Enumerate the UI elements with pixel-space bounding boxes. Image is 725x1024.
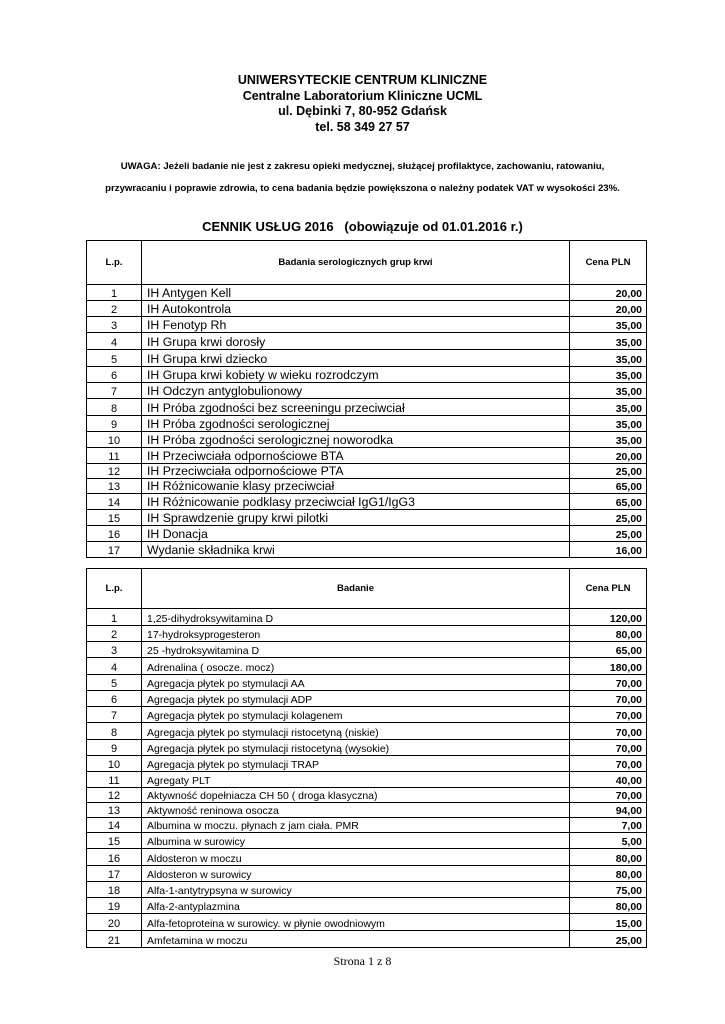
table-row bbox=[87, 849, 647, 866]
row-number: 7 bbox=[87, 383, 142, 399]
table-row bbox=[87, 367, 647, 383]
test-price: 70,00 bbox=[570, 740, 647, 756]
test-name: Aktywność reninowa osocza bbox=[142, 803, 570, 818]
table-row bbox=[87, 626, 647, 642]
test-price: 35,00 bbox=[570, 416, 647, 432]
test-price: 80,00 bbox=[570, 626, 647, 642]
test-name: Aktywność dopełniacza CH 50 ( droga klasyczna) bbox=[142, 788, 570, 803]
laboratory-name: Centralne Laboratorium Kliniczne UCML bbox=[242, 88, 483, 103]
test-price: 40,00 bbox=[570, 772, 647, 788]
table-row bbox=[87, 898, 647, 914]
test-price: 65,00 bbox=[570, 642, 647, 658]
row-number: 17 bbox=[87, 542, 142, 558]
row-number: 11 bbox=[87, 772, 142, 788]
table-row bbox=[87, 642, 647, 658]
row-number: 19 bbox=[87, 898, 142, 914]
table-row bbox=[87, 818, 647, 833]
test-price: 5,00 bbox=[570, 833, 647, 849]
table-row bbox=[87, 383, 647, 399]
test-name: Alfa-fetoproteina w surowicy. w płynie owodniowym bbox=[142, 914, 570, 931]
document-header bbox=[0, 73, 725, 135]
test-price: 80,00 bbox=[570, 866, 647, 882]
test-name: Albumina w moczu. płynach z jam ciała. PMR bbox=[142, 818, 570, 833]
row-number: 4 bbox=[87, 333, 142, 350]
test-price: 35,00 bbox=[570, 383, 647, 399]
row-number: 3 bbox=[87, 642, 142, 658]
test-price: 35,00 bbox=[570, 432, 647, 448]
page-number: Strona 1 z 8 bbox=[333, 954, 392, 968]
row-number: 16 bbox=[87, 849, 142, 866]
row-number: 2 bbox=[87, 626, 142, 642]
test-name: Wydanie składnika krwi bbox=[142, 542, 570, 558]
test-name: 17-hydroksyprogesteron bbox=[142, 626, 570, 642]
vat-notice bbox=[20, 156, 705, 200]
table-row bbox=[87, 432, 647, 448]
price-list-title: CENNIK USŁUG 2016 (obowiązuje od 01.01.2016 r.) bbox=[202, 219, 523, 234]
test-name: IH Antygen Kell bbox=[142, 285, 570, 301]
test-name: Amfetamina w moczu bbox=[142, 931, 570, 948]
test-name: Aldosteron w moczu bbox=[142, 849, 570, 866]
row-number: 12 bbox=[87, 788, 142, 803]
row-number: 8 bbox=[87, 723, 142, 740]
table-header-row bbox=[87, 569, 647, 609]
row-number: 5 bbox=[87, 675, 142, 691]
test-price: 35,00 bbox=[570, 399, 647, 416]
row-number: 18 bbox=[87, 882, 142, 898]
serology-price-table bbox=[86, 240, 647, 558]
test-name: IH Próba zgodności serologicznej bbox=[142, 416, 570, 432]
table-row bbox=[87, 658, 647, 675]
table-row bbox=[87, 526, 647, 542]
table-row bbox=[87, 301, 647, 317]
table-row bbox=[87, 914, 647, 931]
row-number: 5 bbox=[87, 350, 142, 367]
column-header-name: Badanie bbox=[142, 569, 570, 609]
test-price: 35,00 bbox=[570, 350, 647, 367]
test-name: IH Przeciwciała odpornościowe PTA bbox=[142, 464, 570, 479]
test-price: 16,00 bbox=[570, 542, 647, 558]
table-row bbox=[87, 723, 647, 740]
test-name: Alfa-1-antytrypsyna w surowicy bbox=[142, 882, 570, 898]
test-name: Aldosteron w surowicy bbox=[142, 866, 570, 882]
table-row bbox=[87, 882, 647, 898]
table-row bbox=[87, 494, 647, 510]
row-number: 6 bbox=[87, 691, 142, 707]
row-number: 1 bbox=[87, 609, 142, 626]
test-price: 7,00 bbox=[570, 818, 647, 833]
address: ul. Dębinki 7, 80-952 Gdańsk bbox=[278, 104, 447, 118]
row-number: 16 bbox=[87, 526, 142, 542]
row-number: 4 bbox=[87, 658, 142, 675]
test-name: IH Próba zgodności serologicznej noworodka bbox=[142, 432, 570, 448]
row-number: 17 bbox=[87, 866, 142, 882]
table-row bbox=[87, 772, 647, 788]
test-name: Agregacja płytek po stymulacji ristocetyną (niskie) bbox=[142, 723, 570, 740]
test-name: IH Próba zgodności bez screeningu przeciwciał bbox=[142, 399, 570, 416]
notice-line-1: UWAGA: Jeżeli badanie nie jest z zakresu opieki medycznej, służącej profilaktyce, zachowaniu, ratowaniu, bbox=[120, 161, 605, 172]
table-row bbox=[87, 833, 647, 849]
test-price: 25,00 bbox=[570, 931, 647, 948]
test-name: IH Grupa krwi kobiety w wieku rozrodczym bbox=[142, 367, 570, 383]
row-number: 8 bbox=[87, 399, 142, 416]
row-number: 7 bbox=[87, 707, 142, 723]
test-name: IH Różnicowanie podklasy przeciwciał IgG1/IgG3 bbox=[142, 494, 570, 510]
test-price: 70,00 bbox=[570, 788, 647, 803]
row-number: 9 bbox=[87, 740, 142, 756]
test-price: 70,00 bbox=[570, 691, 647, 707]
test-name: IH Grupa krwi dziecko bbox=[142, 350, 570, 367]
table-row bbox=[87, 399, 647, 416]
table-row bbox=[87, 542, 647, 558]
table-row bbox=[87, 803, 647, 818]
table-row bbox=[87, 707, 647, 723]
table-row bbox=[87, 740, 647, 756]
column-header-name: Badania serologicznych grup krwi bbox=[142, 241, 570, 285]
row-number: 15 bbox=[87, 833, 142, 849]
test-price: 70,00 bbox=[570, 756, 647, 772]
row-number: 15 bbox=[87, 510, 142, 526]
table-row bbox=[87, 416, 647, 432]
test-price: 25,00 bbox=[570, 510, 647, 526]
table-row bbox=[87, 756, 647, 772]
table-row bbox=[87, 510, 647, 526]
row-number: 1 bbox=[87, 285, 142, 301]
test-price: 20,00 bbox=[570, 301, 647, 317]
column-header-price: Cena PLN bbox=[570, 569, 647, 609]
row-number: 11 bbox=[87, 448, 142, 464]
row-number: 10 bbox=[87, 756, 142, 772]
row-number: 13 bbox=[87, 803, 142, 818]
table-row bbox=[87, 788, 647, 803]
row-number: 2 bbox=[87, 301, 142, 317]
table-row bbox=[87, 350, 647, 367]
test-name: IH Autokontrola bbox=[142, 301, 570, 317]
test-price: 35,00 bbox=[570, 367, 647, 383]
column-header-price: Cena PLN bbox=[570, 241, 647, 285]
test-name: IH Różnicowanie klasy przeciwciał bbox=[142, 479, 570, 494]
column-header-lp: L.p. bbox=[87, 569, 142, 609]
test-price: 80,00 bbox=[570, 849, 647, 866]
test-price: 20,00 bbox=[570, 285, 647, 301]
test-price: 70,00 bbox=[570, 707, 647, 723]
table-row bbox=[87, 931, 647, 948]
notice-line-2: przywracaniu i poprawie zdrowia, to cena badania będzie powiększona o należny podatek VAT w wysokości 23%. bbox=[105, 183, 620, 194]
table-row bbox=[87, 675, 647, 691]
row-number: 14 bbox=[87, 494, 142, 510]
test-price: 70,00 bbox=[570, 723, 647, 740]
test-price: 65,00 bbox=[570, 494, 647, 510]
test-price: 25,00 bbox=[570, 464, 647, 479]
test-price: 35,00 bbox=[570, 333, 647, 350]
table-header-row bbox=[87, 241, 647, 285]
test-price: 94,00 bbox=[570, 803, 647, 818]
test-name: IH Sprawdzenie grupy krwi pilotki bbox=[142, 510, 570, 526]
test-name: IH Fenotyp Rh bbox=[142, 317, 570, 333]
tests-price-table bbox=[86, 568, 647, 948]
test-name: Agregacja płytek po stymulacji AA bbox=[142, 675, 570, 691]
row-number: 9 bbox=[87, 416, 142, 432]
table-row bbox=[87, 317, 647, 333]
institution-name: UNIWERSYTECKIE CENTRUM KLINICZNE bbox=[237, 73, 488, 87]
row-number: 10 bbox=[87, 432, 142, 448]
test-price: 80,00 bbox=[570, 898, 647, 914]
test-price: 180,00 bbox=[570, 658, 647, 675]
table-row bbox=[87, 285, 647, 301]
test-name: 25 -hydroksywitamina D bbox=[142, 642, 570, 658]
test-name: 1,25-dihydroksywitamina D bbox=[142, 609, 570, 626]
test-name: Agregacja płytek po stymulacji kolagenem bbox=[142, 707, 570, 723]
row-number: 14 bbox=[87, 818, 142, 833]
row-number: 20 bbox=[87, 914, 142, 931]
phone: tel. 58 349 27 57 bbox=[315, 119, 410, 134]
test-price: 25,00 bbox=[570, 526, 647, 542]
test-name: Albumina w surowicy bbox=[142, 833, 570, 849]
test-price: 120,00 bbox=[570, 609, 647, 626]
row-number: 21 bbox=[87, 931, 142, 948]
test-name: Agregacja płytek po stymulacji ristocetyną (wysokie) bbox=[142, 740, 570, 756]
test-name: IH Odczyn antyglobulionowy bbox=[142, 383, 570, 399]
table-row bbox=[87, 691, 647, 707]
test-price: 35,00 bbox=[570, 317, 647, 333]
test-name: Agregaty PLT bbox=[142, 772, 570, 788]
test-price: 20,00 bbox=[570, 448, 647, 464]
row-number: 6 bbox=[87, 367, 142, 383]
test-name: Alfa-2-antyplazmina bbox=[142, 898, 570, 914]
row-number: 12 bbox=[87, 464, 142, 479]
table-row bbox=[87, 609, 647, 626]
test-price: 15,00 bbox=[570, 914, 647, 931]
row-number: 3 bbox=[87, 317, 142, 333]
test-price: 65,00 bbox=[570, 479, 647, 494]
test-name: Adrenalina ( osocze. mocz) bbox=[142, 658, 570, 675]
table-row bbox=[87, 866, 647, 882]
row-number: 13 bbox=[87, 479, 142, 494]
test-name: IH Grupa krwi dorosły bbox=[142, 333, 570, 350]
table-row bbox=[87, 479, 647, 494]
test-price: 75,00 bbox=[570, 882, 647, 898]
table-row bbox=[87, 448, 647, 464]
test-price: 70,00 bbox=[570, 675, 647, 691]
test-name: IH Donacja bbox=[142, 526, 570, 542]
test-name: Agregacja płytek po stymulacji ADP bbox=[142, 691, 570, 707]
test-name: Agregacja płytek po stymulacji TRAP bbox=[142, 756, 570, 772]
table-row bbox=[87, 464, 647, 479]
test-name: IH Przeciwciała odpornościowe BTA bbox=[142, 448, 570, 464]
table-row bbox=[87, 333, 647, 350]
column-header-lp: L.p. bbox=[87, 241, 142, 285]
